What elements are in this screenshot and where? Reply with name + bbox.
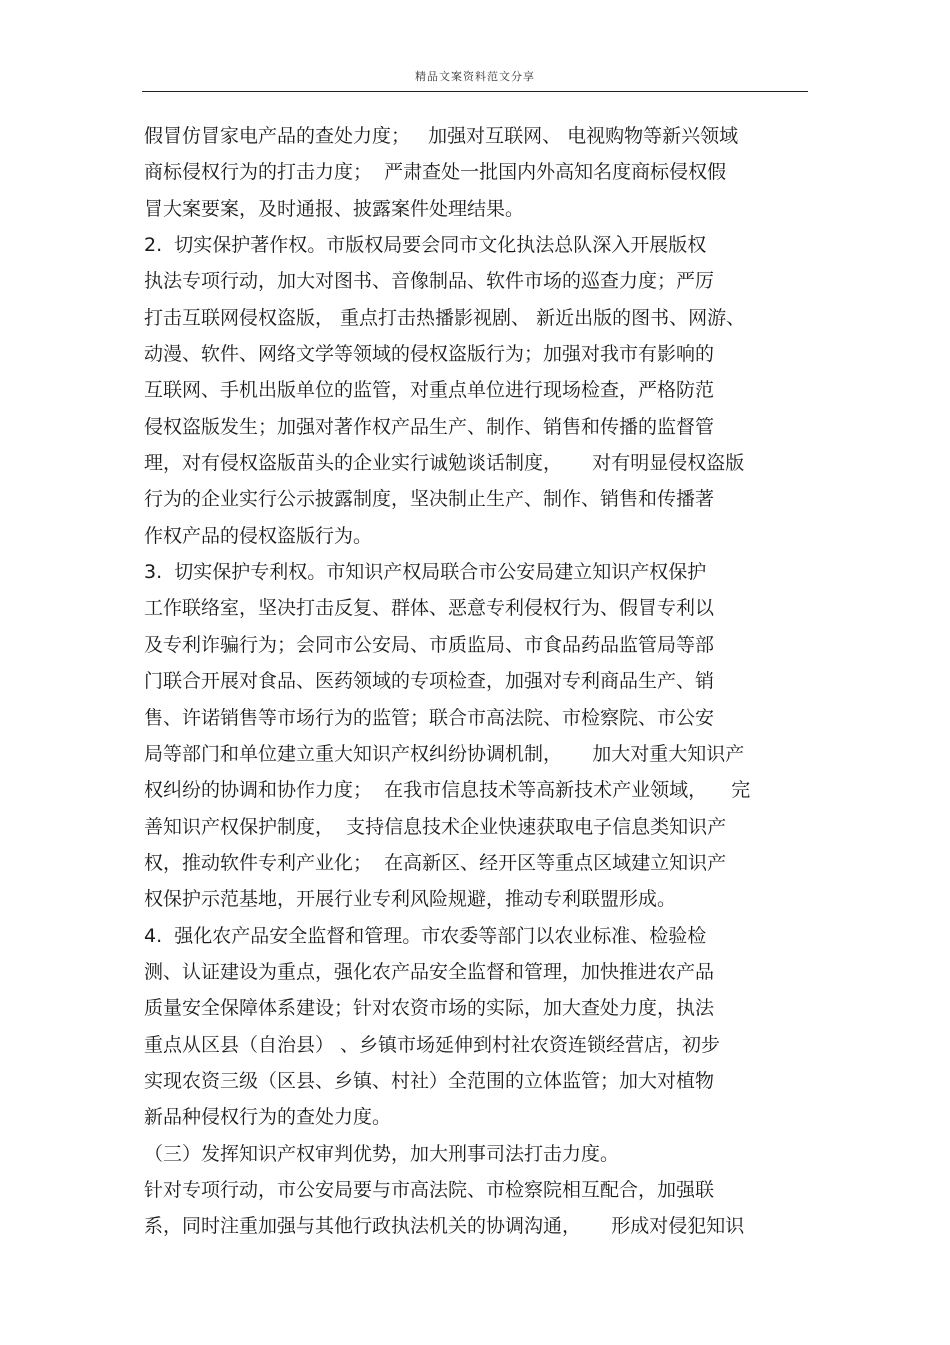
- text-line: 实现农资三级（区县、乡镇、村社）全范围的立体监管；加大对植物: [144, 1069, 715, 1092]
- text-line: 打击互联网侵权盗版， 重点打击热播影视剧、 新近出版的图书、网游、: [144, 306, 746, 329]
- text-line: 权，推动软件专利产业化； 在高新区、经开区等重点区域建立知识产: [144, 851, 727, 874]
- text-line: 及专利诈骗行为；会同市公安局、市质监局、市食品药品监管局等部: [144, 633, 715, 656]
- document-body: [144, 118, 814, 1245]
- page-header: 精品文案资料范文分享: [415, 70, 535, 83]
- text-line: 行为的企业实行公示披露制度，坚决制止生产、制作、销售和传播著: [144, 488, 715, 511]
- text-line: 重点从区县（自治县） 、乡镇市场延伸到村社农资连锁经营店，初步: [144, 1033, 721, 1056]
- text-line: 权保护示范基地，开展行业专利风险规避，推动专利联盟形成。: [144, 888, 677, 911]
- text-line: 动漫、软件、网络文学等领域的侵权盗版行为；加强对我市有影响的: [144, 343, 715, 366]
- text-line: 售、许诺销售等市场行为的监管；联合市高法院、市检察院、市公安: [144, 706, 715, 729]
- text-line: 侵权盗版发生；加强对著作权产品生产、制作、销售和传播的监督管: [144, 415, 715, 438]
- text-line: 2. 切实保护著作权。市版权局要会同市文化执法总队深入开展版权: [144, 234, 707, 257]
- text-line: 4. 强化农产品安全监督和管理。市农委等部门以农业标准、检验检: [144, 924, 707, 947]
- text-line: 3. 切实保护专利权。市知识产权局联合市公安局建立知识产权保护: [144, 561, 707, 584]
- text-line: 局等部门和单位建立重大知识产权纠纷协调机制， 加大对重大知识产: [144, 742, 745, 765]
- text-line: 作权产品的侵权盗版行为。: [144, 524, 373, 547]
- header-divider: [142, 91, 808, 92]
- text-line: 质量安全保障体系建设；针对农资市场的实际，加大查处力度，执法: [144, 997, 715, 1020]
- text-line: 善知识产权保护制度， 支持信息技术企业快速获取电子信息类知识产: [144, 815, 727, 838]
- text-line: 测、认证建设为重点，强化农产品安全监督和管理，加快推进农产品: [144, 960, 715, 983]
- text-line: 针对专项行动，市公安局要与市高法院、市检察院相互配合，加强联: [144, 1178, 715, 1201]
- text-line: 工作联络室，坚决打击反复、群体、恶意专利侵权行为、假冒专利以: [144, 597, 715, 620]
- text-line: （三）发挥知识产权审判优势，加大刑事司法打击力度。: [144, 1142, 620, 1165]
- text-line: 权纠纷的协调和协作力度； 在我市信息技术等高新技术产业领域， 完: [144, 779, 751, 802]
- text-line: 假冒仿冒家电产品的查处力度； 加强对互联网、 电视购物等新兴领域: [144, 125, 739, 147]
- text-line: 互联网、手机出版单位的监管，对重点单位进行现场检查，严格防范: [144, 379, 715, 402]
- text-line: 门联合开展对食品、医药领域的专项检查，加强对专利商品生产、销: [144, 670, 715, 693]
- text-line: 商标侵权行为的打击力度； 严肃查处一批国内外高知名度商标侵权假: [144, 161, 727, 184]
- text-line: 系，同时注重加强与其他行政执法机关的协调沟通， 形成对侵犯知识: [144, 1215, 745, 1238]
- text-line: 冒大案要案，及时通报、披露案件处理结果。: [144, 197, 525, 220]
- text-line: 理，对有侵权盗版苗头的企业实行诚勉谈话制度， 对有明显侵权盗版: [144, 452, 745, 475]
- text-line: 执法专项行动，加大对图书、音像制品、软件市场的巡查力度；严厉: [144, 270, 715, 293]
- text-line: 新品种侵权行为的查处力度。: [144, 1106, 392, 1129]
